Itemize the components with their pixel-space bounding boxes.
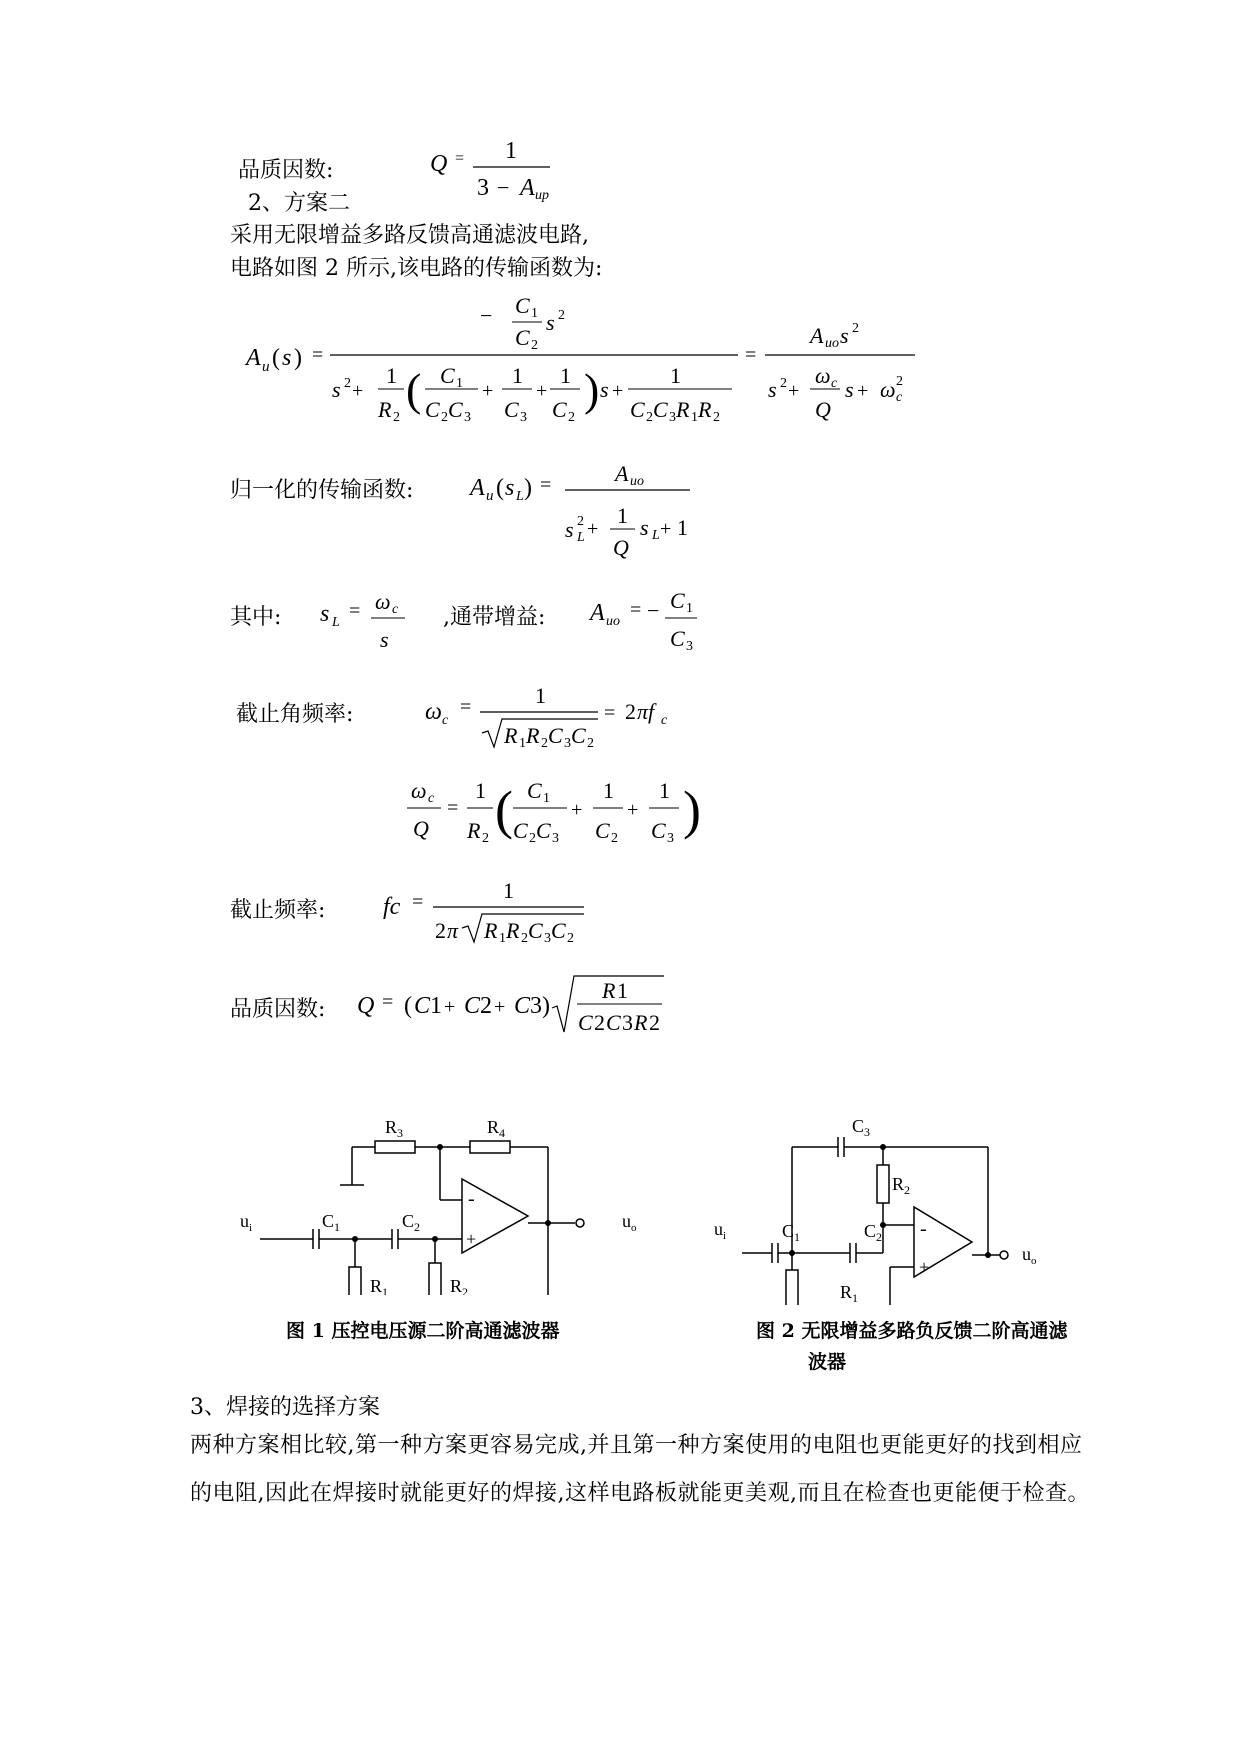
formula-sl	[315, 585, 415, 665]
svg-text:s: s	[565, 517, 574, 542]
svg-text:2: 2	[713, 410, 720, 425]
svg-text:2: 2	[558, 308, 565, 323]
svg-text:3: 3	[686, 639, 693, 654]
svg-text:s: s	[840, 323, 849, 348]
svg-text:Q: Q	[613, 535, 629, 560]
svg-text:+: +	[466, 1229, 477, 1249]
formula-fc	[378, 870, 598, 950]
svg-text:C: C	[414, 993, 431, 1019]
label-ui: $u_i$	[240, 1211, 253, 1234]
scheme-2-heading: 2、方案二	[248, 191, 350, 216]
svg-text:R: R	[467, 818, 481, 843]
svg-text:c: c	[831, 376, 838, 391]
svg-text:2: 2	[521, 931, 528, 946]
svg-text:=: =	[604, 702, 616, 724]
where-label: 其中:	[230, 605, 282, 630]
svg-text:+: +	[788, 380, 800, 402]
svg-text:1: 1	[691, 410, 698, 425]
svg-text:s: s	[505, 475, 515, 501]
svg-text:1: 1	[543, 791, 550, 806]
svg-text:3: 3	[464, 410, 471, 425]
svg-text:R: R	[506, 918, 520, 943]
svg-text:1: 1	[505, 138, 517, 164]
svg-text:C: C	[513, 818, 528, 843]
svg-text:R: R	[378, 397, 392, 422]
cutoff-angular-label: 截止角频率:	[236, 702, 354, 727]
svg-text:1: 1	[686, 601, 693, 616]
svg-text:+: +	[857, 380, 869, 402]
svg-text:R: R	[698, 397, 712, 422]
formula-auo	[585, 580, 705, 670]
svg-text:R: R	[504, 723, 518, 748]
svg-text:1: 1	[499, 931, 506, 946]
svg-text:C: C	[464, 993, 481, 1019]
svg-text:2: 2	[611, 831, 618, 846]
svg-text:+: +	[627, 799, 639, 821]
svg-text:2: 2	[594, 1010, 605, 1035]
svg-text:+: +	[612, 380, 624, 402]
svg-text:L: L	[516, 489, 524, 504]
svg-text:C: C	[425, 397, 440, 422]
label-c1: $C_1$	[322, 1211, 341, 1234]
quality-factor-label-1: 品质因数:	[238, 158, 334, 183]
svg-text:fc: fc	[383, 894, 401, 920]
svg-text:1: 1	[512, 363, 523, 388]
svg-text:L: L	[332, 615, 340, 630]
svg-text:s: s	[600, 377, 609, 402]
svg-text:=: =	[630, 599, 642, 621]
svg-text:A: A	[520, 175, 535, 201]
svg-text:C: C	[670, 588, 685, 613]
label-r1: $R_1$	[370, 1276, 389, 1295]
svg-text:Q: Q	[413, 816, 429, 841]
svg-text:): )	[584, 364, 600, 415]
svg-text:L: L	[652, 528, 660, 543]
svg-text:(: (	[272, 345, 280, 371]
svg-text:s: s	[282, 345, 292, 371]
svg-text:=: =	[447, 797, 459, 819]
svg-text:2: 2	[587, 736, 594, 751]
formula-q-scheme2	[352, 968, 672, 1038]
svg-text:C: C	[578, 1010, 593, 1035]
svg-text:1: 1	[617, 978, 628, 1003]
svg-text:C: C	[504, 397, 519, 422]
passband-gain-label: ,通带增益:	[443, 605, 546, 630]
svg-text:−: −	[647, 598, 660, 623]
svg-text:C: C	[527, 778, 542, 803]
svg-text:C: C	[440, 363, 455, 388]
svg-text:): )	[683, 780, 701, 840]
formula-wc	[420, 675, 680, 755]
label-r3: $R_3$	[385, 1117, 404, 1140]
svg-text:ω: ω	[425, 699, 442, 725]
svg-text:2: 2	[567, 931, 574, 946]
svg-text:2: 2	[852, 321, 859, 336]
svg-text:s: s	[640, 515, 649, 540]
svg-text:C: C	[606, 1010, 621, 1035]
svg-text:2: 2	[441, 410, 448, 425]
svg-text:C: C	[548, 723, 563, 748]
svg-text:up: up	[535, 188, 549, 203]
svg-text:1: 1	[677, 515, 688, 540]
svg-text:C: C	[515, 293, 530, 318]
scheme-2-line-1: 采用无限增益多路反馈高通滤波电路,	[230, 223, 589, 248]
svg-text:1: 1	[560, 363, 571, 388]
svg-text:+: +	[919, 1257, 930, 1277]
svg-text:s: s	[320, 601, 330, 627]
svg-text:2: 2	[568, 410, 575, 425]
svg-text:C: C	[536, 818, 551, 843]
svg-text:(: (	[404, 993, 412, 1019]
svg-text:ω: ω	[411, 778, 427, 803]
svg-text:2: 2	[649, 1010, 660, 1035]
svg-text:2: 2	[435, 918, 446, 943]
svg-text:-: -	[468, 1188, 475, 1210]
svg-text:C: C	[448, 397, 463, 422]
svg-text:1: 1	[603, 778, 614, 803]
svg-text:A: A	[590, 600, 605, 626]
svg-text:=: =	[412, 891, 424, 913]
svg-text:C: C	[670, 626, 685, 651]
svg-text:s: s	[845, 377, 854, 402]
svg-text:u: u	[486, 488, 494, 504]
svg-text:2: 2	[625, 699, 636, 724]
svg-text:+: +	[660, 518, 672, 540]
svg-text:s: s	[380, 627, 389, 652]
formula-normalized	[465, 455, 705, 565]
svg-text:3: 3	[564, 736, 571, 751]
section-3-heading: 3、焊接的选择方案	[190, 1395, 380, 1420]
svg-text:u: u	[262, 359, 270, 375]
svg-text:A: A	[470, 475, 485, 501]
svg-text:3: 3	[552, 831, 559, 846]
svg-text:(: (	[496, 475, 504, 501]
svg-text:=: =	[349, 600, 361, 622]
svg-text:+: +	[482, 380, 494, 402]
svg-text:C: C	[514, 993, 531, 1019]
svg-text:1: 1	[456, 376, 463, 391]
formula-transfer-function	[240, 285, 920, 435]
svg-text:uo: uo	[606, 614, 620, 629]
svg-text:2: 2	[646, 410, 653, 425]
label-r2: $R_2$	[450, 1276, 469, 1295]
label-uo: $u_o$	[1022, 1244, 1037, 1267]
svg-text:=: =	[540, 474, 552, 496]
svg-text:=: =	[460, 696, 472, 718]
svg-text:π: π	[447, 918, 459, 943]
label-r2: $R_2$	[892, 1174, 911, 1197]
label-c2: $C_2$	[864, 1221, 883, 1244]
svg-text:3: 3	[520, 410, 527, 425]
svg-text:): )	[524, 475, 532, 501]
svg-text:R: R	[602, 978, 616, 1003]
svg-text:A: A	[246, 345, 261, 371]
svg-text:1: 1	[670, 363, 681, 388]
circuit-diagram-1	[230, 1055, 650, 1295]
svg-text:=: =	[312, 344, 324, 366]
svg-text:ω: ω	[880, 377, 896, 402]
svg-text:ω: ω	[375, 589, 391, 614]
svg-text:2: 2	[896, 374, 903, 389]
cutoff-freq-label: 截止频率:	[230, 898, 326, 923]
svg-text:+: +	[536, 380, 548, 402]
quality-factor-label-2: 品质因数:	[230, 997, 326, 1022]
svg-text:-: -	[920, 1218, 927, 1240]
svg-text:C: C	[651, 818, 666, 843]
svg-text:1: 1	[519, 736, 526, 751]
svg-text:3: 3	[622, 1010, 633, 1035]
svg-text:2: 2	[531, 338, 538, 353]
svg-text:C: C	[653, 397, 668, 422]
svg-text:(: (	[406, 364, 422, 415]
section-3-paragraph: 两种方案相比较,第一种方案更容易完成,并且第一种方案使用的电阻也更能更好的找到相应的电阻,因此在焊接时就能更好的焊接,这样电路板就能更美观,而且在检查也更能便于检查。	[190, 1433, 1090, 1506]
svg-text:+: +	[587, 518, 599, 540]
svg-text:A: A	[810, 323, 824, 348]
label-r4: $R_4$	[487, 1117, 506, 1140]
figure-2-caption-line-2: 波器	[808, 1351, 847, 1373]
svg-text:3: 3	[667, 831, 674, 846]
svg-text:2: 2	[482, 831, 489, 846]
label-c3: $C_3$	[852, 1116, 871, 1139]
svg-text:R: R	[634, 1010, 648, 1035]
svg-text:R: R	[676, 397, 690, 422]
label-ui: $u_i$	[714, 1219, 727, 1242]
svg-text:C: C	[571, 723, 586, 748]
svg-text:C: C	[528, 918, 543, 943]
svg-text:=: =	[455, 150, 465, 167]
svg-text:1: 1	[531, 306, 538, 321]
svg-text:L: L	[577, 530, 585, 545]
figure-1-caption: 图 1 压控电压源二阶高通滤波器	[286, 1320, 560, 1342]
svg-text:−: −	[497, 175, 510, 200]
svg-text:): )	[294, 345, 302, 371]
svg-text:uo: uo	[630, 474, 644, 489]
svg-text:A: A	[615, 461, 629, 486]
normalized-label: 归一化的传输函数:	[230, 478, 414, 503]
svg-text:c: c	[896, 390, 903, 405]
svg-text:s: s	[546, 310, 555, 335]
svg-text:1: 1	[535, 683, 546, 708]
svg-text:1: 1	[503, 878, 514, 903]
svg-text:3: 3	[669, 410, 676, 425]
svg-text:C: C	[630, 397, 645, 422]
svg-text:c: c	[442, 713, 449, 728]
svg-text:C: C	[551, 918, 566, 943]
svg-text:R: R	[484, 918, 498, 943]
svg-text:=: =	[382, 991, 394, 1013]
svg-text:c: c	[661, 713, 668, 728]
svg-text:2: 2	[577, 514, 584, 529]
scheme-2-line-2: 电路如图 2 所示,该电路的传输函数为:	[230, 256, 603, 281]
svg-text:+: +	[494, 996, 506, 1018]
svg-text:1: 1	[659, 778, 670, 803]
svg-text:+: +	[571, 799, 583, 821]
label-r1: $R_1$	[840, 1282, 859, 1305]
svg-text:2: 2	[393, 410, 400, 425]
svg-text:C: C	[515, 325, 530, 350]
svg-text:=: =	[745, 344, 757, 366]
svg-text:Q: Q	[815, 397, 831, 422]
circuit-diagram-2	[700, 1055, 1060, 1305]
svg-text:C: C	[552, 397, 567, 422]
svg-text:+: +	[352, 380, 364, 402]
formula-q-scheme1	[425, 133, 555, 205]
label-uo: $u_o$	[622, 1211, 637, 1234]
svg-text:3: 3	[477, 175, 489, 201]
svg-text:C: C	[595, 818, 610, 843]
svg-text:c: c	[428, 791, 435, 806]
svg-text:1: 1	[386, 363, 397, 388]
figure-2-caption-line-1: 图 2 无限增益多路负反馈二阶高通滤	[756, 1320, 1068, 1342]
svg-text:−: −	[480, 303, 493, 328]
label-c1: $C_1$	[782, 1221, 801, 1244]
svg-text:c: c	[392, 602, 399, 617]
svg-text:2: 2	[344, 376, 351, 391]
svg-text:1: 1	[430, 993, 442, 1019]
svg-text:1: 1	[617, 503, 628, 528]
svg-text:2: 2	[529, 831, 536, 846]
svg-text:R: R	[526, 723, 540, 748]
svg-text:3: 3	[544, 931, 551, 946]
svg-text:): )	[542, 993, 550, 1019]
svg-text:2: 2	[480, 993, 492, 1019]
svg-text:Q: Q	[430, 151, 448, 177]
svg-text:1: 1	[475, 778, 486, 803]
formula-wc-over-q	[405, 770, 705, 860]
svg-text:πf: πf	[637, 699, 655, 724]
svg-text:s: s	[768, 377, 777, 402]
svg-text:3: 3	[530, 993, 542, 1019]
label-c2: $C_2$	[402, 1211, 421, 1234]
svg-text:Q: Q	[357, 993, 375, 1019]
svg-text:2: 2	[780, 376, 787, 391]
svg-text:(: (	[495, 780, 513, 840]
svg-text:+: +	[444, 996, 456, 1018]
svg-text:2: 2	[541, 736, 548, 751]
svg-text:s: s	[332, 377, 341, 402]
svg-text:ω: ω	[815, 363, 831, 388]
svg-text:uo: uo	[825, 336, 839, 351]
